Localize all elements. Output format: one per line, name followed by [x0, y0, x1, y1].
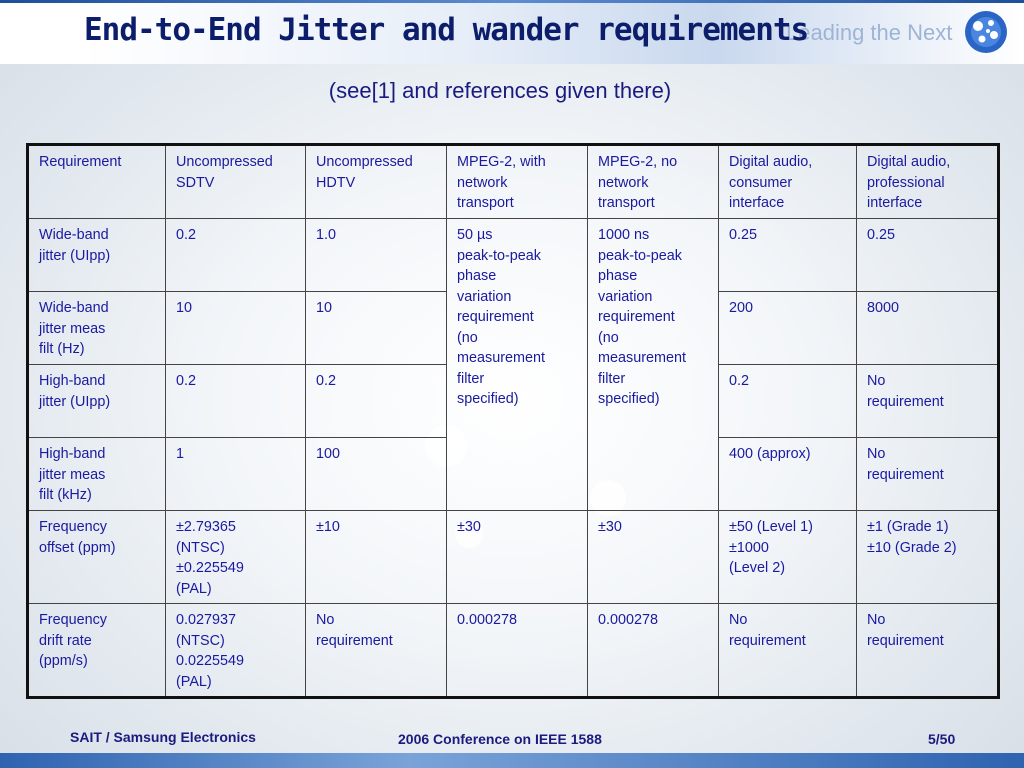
- table-row: [28, 604, 999, 698]
- samsung-emblem-icon: [964, 10, 1008, 54]
- row-label-cell: Wide-band jitter meas filt (Hz): [28, 292, 166, 365]
- table-cell: No requirement: [306, 604, 447, 698]
- requirements-table: [26, 143, 1000, 699]
- row-label-cell: Frequency drift rate (ppm/s): [28, 604, 166, 698]
- table-cell: 0.2: [166, 219, 306, 292]
- table-cell: ±30: [447, 511, 588, 604]
- header-cell: Digital audio, consumer interface: [719, 145, 857, 219]
- table-cell: 10: [306, 292, 447, 365]
- table-cell: 1: [166, 438, 306, 511]
- table-cell: 0.2: [306, 365, 447, 438]
- header-cell: MPEG-2, no network transport: [588, 145, 719, 219]
- table-cell: 400 (approx): [719, 438, 857, 511]
- title-bar-stripe: [0, 0, 1024, 3]
- header-cell: Requirement: [28, 145, 166, 219]
- table-cell: ±30: [588, 511, 719, 604]
- footer-bar: [0, 753, 1024, 768]
- header-cell: Uncompressed SDTV: [166, 145, 306, 219]
- footer-conference: 2006 Conference on IEEE 1588: [398, 731, 602, 747]
- table-cell: 0.2: [166, 365, 306, 438]
- table-cell: 0.027937 (NTSC) 0.0225549 (PAL): [166, 604, 306, 698]
- row-label-cell: High-band jitter (UIpp): [28, 365, 166, 438]
- table-cell: ±1 (Grade 1) ±10 (Grade 2): [857, 511, 999, 604]
- header-cell: MPEG-2, with network transport: [447, 145, 588, 219]
- row-label-cell: Frequency offset (ppm): [28, 511, 166, 604]
- table-row: [28, 511, 999, 604]
- table-cell: 8000: [857, 292, 999, 365]
- table-cell: 0.2: [719, 365, 857, 438]
- merged-table-cell: 1000 ns peak-to-peak phase variation requirement (no measurement filter specified): [588, 219, 719, 511]
- table-cell: 10: [166, 292, 306, 365]
- footer-organization: SAIT / Samsung Electronics: [70, 729, 256, 745]
- page-subtitle: (see[1] and references given there): [328, 78, 672, 103]
- table-cell: No requirement: [719, 604, 857, 698]
- table-cell: 100: [306, 438, 447, 511]
- table-cell: No requirement: [857, 365, 999, 438]
- merged-table-cell: 50 µs peak-to-peak phase variation requirement (no measurement filter specified): [447, 219, 588, 511]
- table-cell: 0.25: [719, 219, 857, 292]
- table-cell: 0.000278: [447, 604, 588, 698]
- table-row: [28, 219, 999, 292]
- table-header-row: [28, 145, 999, 219]
- table-cell: ±2.79365 (NTSC) ±0.225549 (PAL): [166, 511, 306, 604]
- table-cell: ±10: [306, 511, 447, 604]
- table-cell: No requirement: [857, 604, 999, 698]
- slide-number: 5/50: [928, 731, 956, 747]
- table-cell: 0.25: [857, 219, 999, 292]
- table-cell: No requirement: [857, 438, 999, 511]
- brand-slogan-logo: Leading the Next: [786, 20, 953, 45]
- table-cell: 200: [719, 292, 857, 365]
- table-cell: 1.0: [306, 219, 447, 292]
- header-cell: Uncompressed HDTV: [306, 145, 447, 219]
- header-cell: Digital audio, professional interface: [857, 145, 999, 219]
- row-label-cell: Wide-band jitter (UIpp): [28, 219, 166, 292]
- table-cell: ±50 (Level 1) ±1000 (Level 2): [719, 511, 857, 604]
- row-label-cell: High-band jitter meas filt (kHz): [28, 438, 166, 511]
- page-title: End-to-End Jitter and wander requirements: [84, 12, 809, 48]
- table-cell: 0.000278: [588, 604, 719, 698]
